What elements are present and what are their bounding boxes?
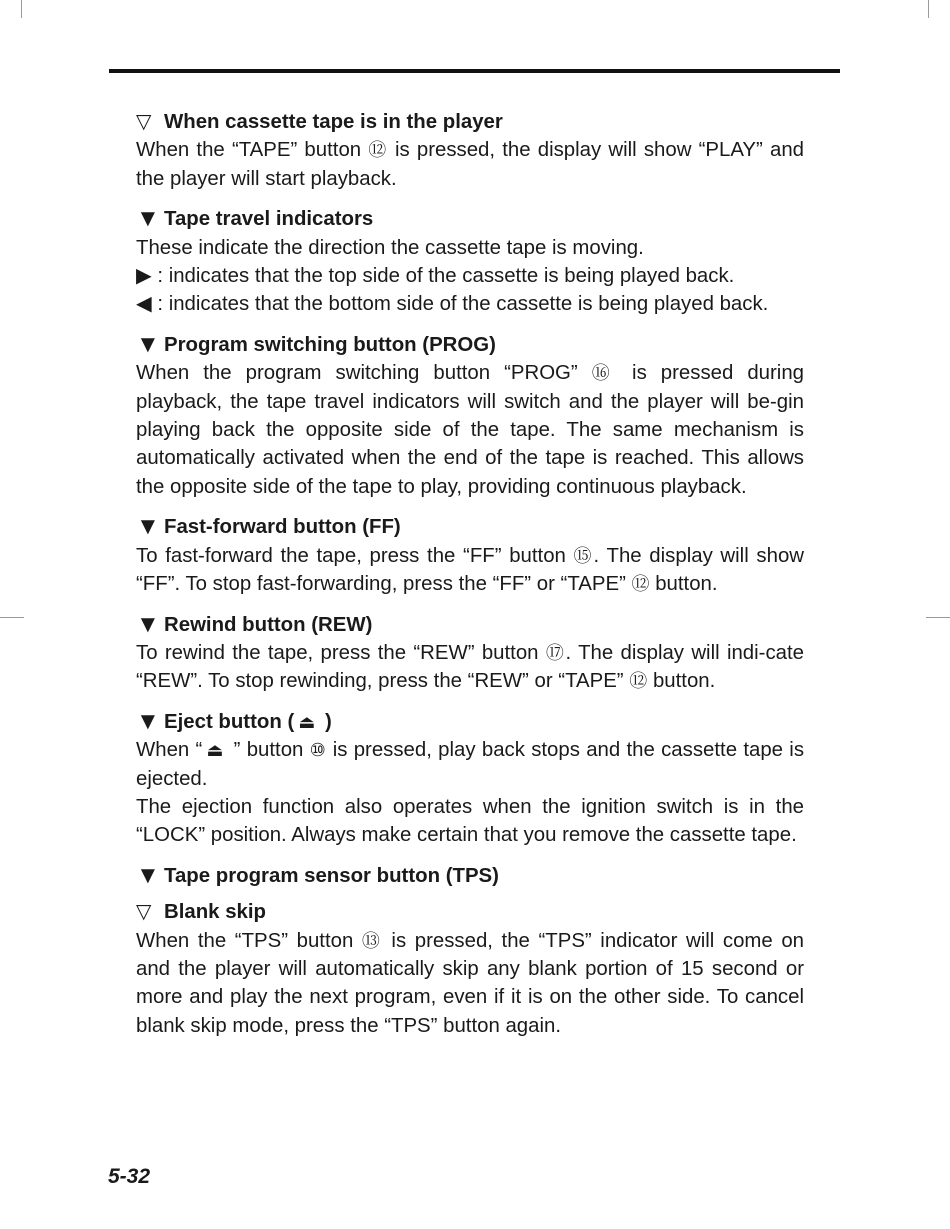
eject-icon: ⏏ bbox=[298, 711, 316, 732]
top-side-indicator-line: ▶ : indicates that the top side of the cassette is being played back. bbox=[136, 265, 735, 288]
circled-number: ⑯ bbox=[591, 363, 619, 384]
circled-number: ⑬ bbox=[361, 930, 383, 951]
section-heading bbox=[136, 898, 804, 926]
section-title: Rewind button (REW) bbox=[164, 613, 373, 636]
section-title: Program switching button (PROG) bbox=[164, 333, 496, 356]
section-title: Tape program sensor button (TPS) bbox=[164, 864, 499, 887]
circled-number: ⑫ bbox=[629, 671, 648, 692]
section-rewind bbox=[136, 611, 804, 696]
section-tape-travel-indicators bbox=[136, 205, 804, 319]
section-heading bbox=[136, 611, 804, 639]
section-heading bbox=[136, 331, 804, 359]
crop-mark-top-right bbox=[928, 0, 929, 18]
solid-triangle-icon: ▼ bbox=[136, 610, 160, 638]
section-title: Tape travel indicators bbox=[164, 208, 374, 231]
section-fast-forward bbox=[136, 513, 804, 598]
section-title: When cassette tape is in the player bbox=[164, 111, 503, 133]
section-body: When the “TAPE” button ⑫ is pressed, the display will show “PLAY” and the player will start playback. bbox=[136, 139, 805, 190]
section-heading bbox=[136, 513, 804, 541]
circled-number: ⑮ bbox=[573, 545, 594, 566]
eject-icon: ⏏ bbox=[206, 740, 224, 761]
circled-number: ⑫ bbox=[631, 574, 650, 595]
play-forward-icon: ▶ bbox=[136, 265, 152, 288]
page-number: 5-32 bbox=[108, 1165, 151, 1188]
section-body: To fast-forward the tape, press the “FF” button ⑮. The display will show “FF”. To stop fast-forwarding, press the “FF” or “TAPE” ⑫ button. bbox=[136, 544, 805, 596]
manual-content bbox=[136, 108, 804, 1052]
circled-number: ⑰ bbox=[545, 642, 566, 663]
section-title: Blank skip bbox=[164, 901, 266, 924]
section-title: Eject button ( ⏏ ) bbox=[164, 708, 332, 736]
section-heading bbox=[136, 708, 804, 736]
circled-number: ⑫ bbox=[368, 140, 388, 161]
section-cassette-in-player bbox=[136, 108, 804, 193]
header-rule bbox=[109, 69, 840, 73]
solid-triangle-icon: ▼ bbox=[136, 707, 160, 735]
crop-mark-middle-right bbox=[926, 617, 950, 618]
section-intro: These indicate the direction the cassette tape is moving. bbox=[136, 236, 644, 259]
section-title: Fast-forward button (FF) bbox=[164, 516, 401, 539]
section-body: To rewind the tape, press the “REW” button ⑰. The display will indi-cate “REW”. To stop rewinding, press the “REW” or “TAPE” ⑫ button. bbox=[136, 641, 805, 693]
crop-mark-top-left bbox=[21, 0, 22, 18]
section-heading bbox=[136, 108, 804, 136]
solid-triangle-icon: ▼ bbox=[136, 861, 160, 889]
section-body: When the program switching button “PROG” ⑯ is pressed during playback, the tape travel indicators will switch and the player will be-gin playing back the opposite side of the tape. The same mechanism is automatically activated when the end of the tape is reached. This allows the opposite side of the tape to play, providing continuous playback. bbox=[136, 362, 805, 498]
bottom-side-indicator-line: ◀ : indicates that the bottom side of the cassette is being played back. bbox=[136, 293, 769, 316]
section-blank-skip bbox=[136, 898, 804, 1040]
section-eject bbox=[136, 708, 804, 850]
section-body: When the “TPS” button ⑬ is pressed, the “TPS” indicator will come on and the player will automatically skip any blank portion of 15 second or more and play the next program, even if it is on the other side. To cancel blank skip mode, press the “TPS” button again. bbox=[136, 929, 805, 1037]
section-heading bbox=[136, 862, 804, 890]
hollow-triangle-icon: ▽ bbox=[136, 111, 152, 133]
play-reverse-icon: ◀ bbox=[136, 293, 152, 316]
hollow-triangle-icon: ▽ bbox=[136, 901, 152, 924]
section-tps bbox=[136, 862, 804, 890]
solid-triangle-icon: ▼ bbox=[136, 205, 160, 233]
section-body: When “ ⏏ ” button ⑩ is pressed, play back stops and the cassette tape is ejected. bbox=[136, 736, 804, 793]
section-program-switching bbox=[136, 331, 804, 501]
crop-mark-middle-left bbox=[0, 617, 24, 618]
circled-number: ⑩ bbox=[309, 740, 327, 761]
solid-triangle-icon: ▼ bbox=[136, 331, 160, 359]
solid-triangle-icon: ▼ bbox=[136, 513, 160, 541]
section-heading bbox=[136, 205, 804, 233]
section-body-2: The ejection function also operates when the ignition switch is in the “LOCK” position. Always make certain that you remove the cassette tape. bbox=[136, 795, 804, 847]
